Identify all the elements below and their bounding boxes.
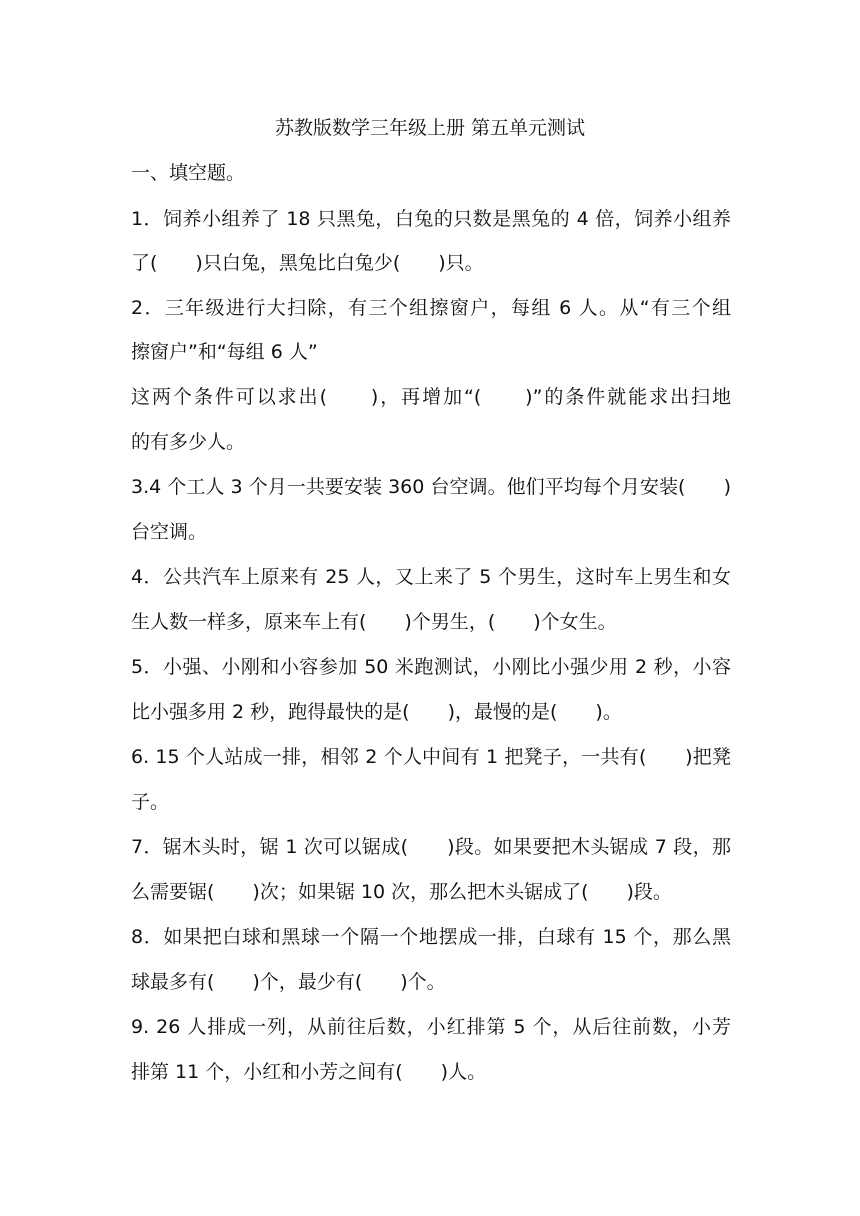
question-1-line-2: 了( )只白兔，黑兔比白兔少( )只。 xyxy=(131,252,484,274)
question-3-line-1: 3.4 个工人 3 个月一共要安装 360 台空调。他们平均每个月安装( ) xyxy=(131,476,731,498)
question-2-line-3: 这两个条件可以求出( )，再增加“( )”的条件就能求出扫地 xyxy=(131,386,731,408)
question-5-line-1: 5．小强、小刚和小容参加 50 米跑测试，小刚比小强少用 2 秒，小容 xyxy=(131,656,731,678)
question-9-line-1: 9. 26 人排成一列，从前往后数，小红排第 5 个，从后往前数，小芳 xyxy=(131,1016,731,1038)
question-2-line-2: 擦窗户”和“每组 6 人” xyxy=(131,341,318,363)
question-2-line-4: 的有多少人。 xyxy=(131,431,246,453)
question-6-line-2: 子。 xyxy=(131,791,170,813)
question-7-line-2: 么需要锯( )次；如果锯 10 次，那么把木头锯成了( )段。 xyxy=(131,881,672,903)
question-6-line-1: 6. 15 个人站成一排，相邻 2 个人中间有 1 把凳子，一共有( )把凳 xyxy=(131,746,731,768)
question-8-line-1: 8．如果把白球和黑球一个隔一个地摆成一排，白球有 15 个，那么黑 xyxy=(131,926,731,948)
question-4-line-2: 生人数一样多，原来车上有( )个男生，( )个女生。 xyxy=(131,611,617,633)
question-3-line-2: 台空调。 xyxy=(131,521,208,543)
page-title: 苏教版数学三年级上册 第五单元测试 xyxy=(274,117,586,139)
section-heading: 一、填空题。 xyxy=(131,162,246,184)
question-2-line-1: 2．三年级进行大扫除，有三个组擦窗户，每组 6 人。从“有三个组 xyxy=(131,297,731,319)
question-8-line-2: 球最多有( )个，最少有( )个。 xyxy=(131,971,446,993)
question-4-line-1: 4．公共汽车上原来有 25 人，又上来了 5 个男生，这时车上男生和女 xyxy=(131,566,731,588)
question-1-line-1: 1．饲养小组养了 18 只黑兔，白兔的只数是黑兔的 4 倍，饲养小组养 xyxy=(131,208,731,230)
question-5-line-2: 比小强多用 2 秒，跑得最快的是( )，最慢的是( )。 xyxy=(131,701,622,723)
question-7-line-1: 7．锯木头时，锯 1 次可以锯成( )段。如果要把木头锯成 7 段，那 xyxy=(131,836,731,858)
question-9-line-2: 排第 11 个，小红和小芳之间有( )人。 xyxy=(131,1061,487,1083)
